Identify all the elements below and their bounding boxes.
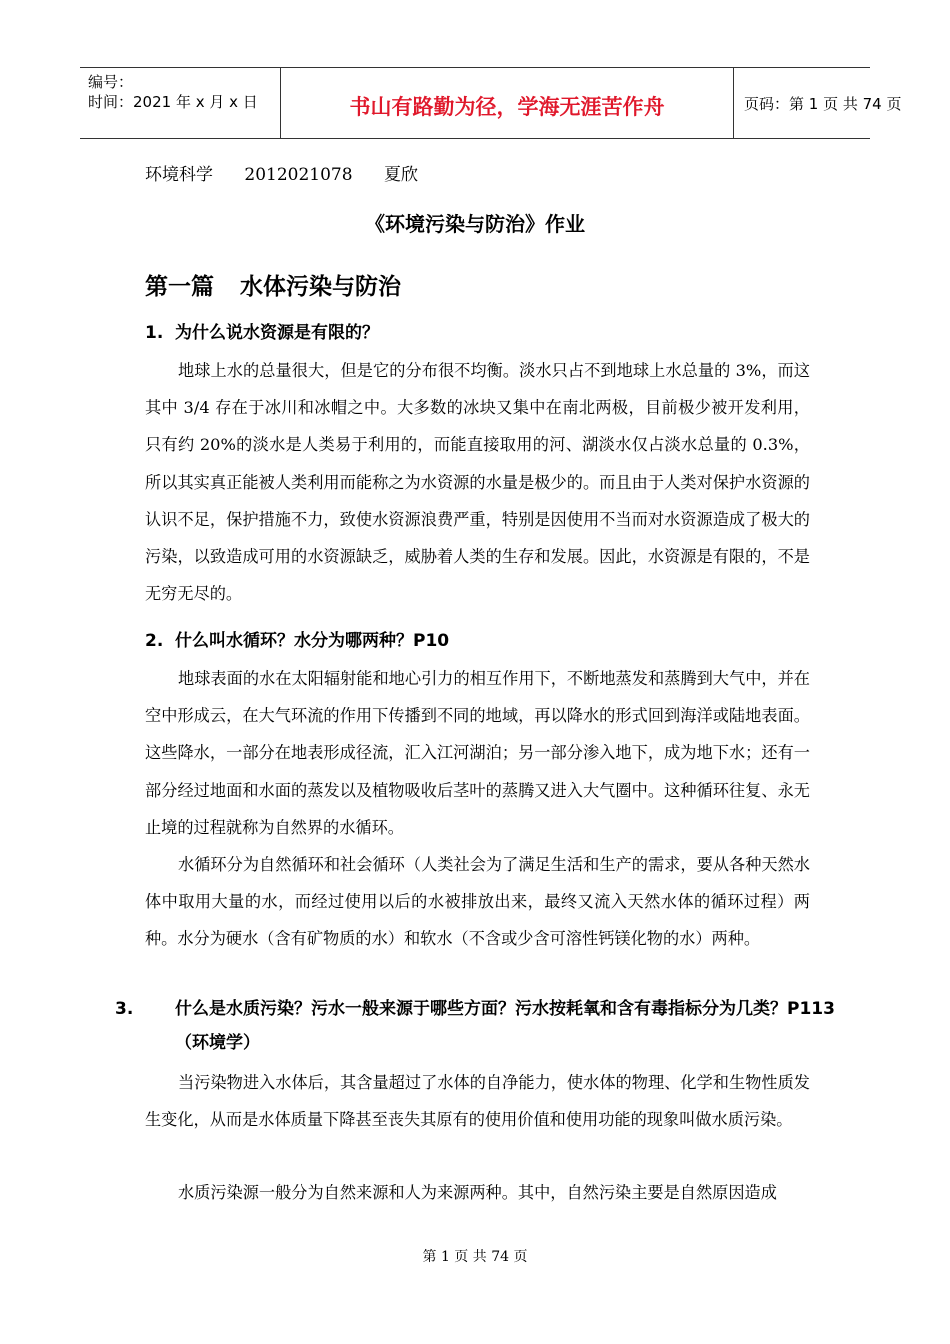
student-id: 2012021078 bbox=[244, 165, 353, 185]
question-heading bbox=[145, 624, 825, 658]
paragraph: 水循环分为自然循环和社会循环（人类社会为了满足生活和生产的需求，要从各种天然水体中取用大量的水，而经过使用以后的水被排放出来，最终又流入天然水体的循环过程）两种。水分为硬水（含有矿物质的水）和软水（不含或少含可溶性钙镁化物的水）两种。 bbox=[145, 855, 810, 949]
part-label: 第一篇 bbox=[145, 274, 214, 300]
question-number: 1. bbox=[145, 323, 164, 343]
motto-text: 书山有路勤为径，学海无涯苦作舟 bbox=[349, 95, 665, 119]
page-footer: 第 1 页 共 74 页 bbox=[422, 1249, 528, 1265]
header-center-cell bbox=[280, 68, 734, 138]
header-table bbox=[80, 67, 902, 139]
question-text: 为什么说水资源是有限的？ bbox=[175, 323, 379, 343]
paragraph: 地球上水的总量很大，但是它的分布很不均衡。淡水只占不到地球上水总量的 3%，而这其中 3/4 存在于冰川和冰帽之中。大多数的冰块又集中在南北两极，目前极少被开发利用，只有约 20%的淡水是人类易于利用的，而能直接取用的河、湖淡水仅占淡水总量的 0.3%，所以其实真正能被人类利用而能称之为水资源的水量是极少的。而且由于人类对保护水资源的认识不足，保护措施不力，致使水资源浪费严重，特别是因使用不当而对水资源造成了极大的污染，以致造成可用的水资源缺乏，威胁着人类的生存和发展。因此，水资源是有限的，不是无穷无尽的。 bbox=[145, 361, 810, 604]
major: 环境科学 bbox=[145, 165, 213, 185]
page-info: 页码：第 1 页 共 74 页 bbox=[744, 95, 902, 113]
serial-label: 编号： bbox=[88, 73, 134, 91]
question-heading bbox=[115, 992, 855, 1060]
question-text: 什么叫水循环？水分为哪两种？P10 bbox=[175, 631, 450, 651]
part-title: 水体污染与防治 bbox=[240, 274, 401, 300]
document-title: 《环境污染与防治》作业 bbox=[365, 212, 585, 236]
question-number: 3. bbox=[115, 999, 134, 1019]
header-left-cell bbox=[80, 68, 280, 138]
question-text: 什么是水质污染？污水一般来源于哪些方面？污水按耗氧和含有毒指标分为几类？P113（环境学） bbox=[175, 999, 835, 1053]
part-heading bbox=[145, 268, 401, 301]
paragraph: 当污染物进入水体后，其含量超过了水体的自净能力，使水体的物理、化学和生物性质发生变化，从而是水体质量下降甚至丧失其原有的使用价值和使用功能的现象叫做水质污染。 bbox=[145, 1073, 810, 1130]
question-number: 2. bbox=[145, 631, 164, 651]
date-label: 时间：2021 年 x 月 x 日 bbox=[88, 93, 258, 111]
author-name: 夏欣 bbox=[383, 165, 418, 185]
paragraph: 水质污染源一般分为自然来源和人为来源两种。其中，自然污染主要是自然原因造成 bbox=[178, 1183, 777, 1202]
header-right-cell bbox=[734, 68, 902, 138]
author-line bbox=[145, 160, 444, 185]
question-heading bbox=[145, 316, 825, 350]
paragraph: 地球表面的水在太阳辐射能和地心引力的相互作用下，不断地蒸发和蒸腾到大气中，并在空中形成云，在大气环流的作用下传播到不同的地域，再以降水的形式回到海洋或陆地表面。这些降水，一部分在地表形成径流，汇入江河湖泊；另一部分渗入地下，成为地下水；还有一部分经过地面和水面的蒸发以及植物吸收后茎叶的蒸腾又进入大气圈中。这种循环往复、永无止境的过程就称为自然界的水循环。 bbox=[145, 669, 810, 837]
